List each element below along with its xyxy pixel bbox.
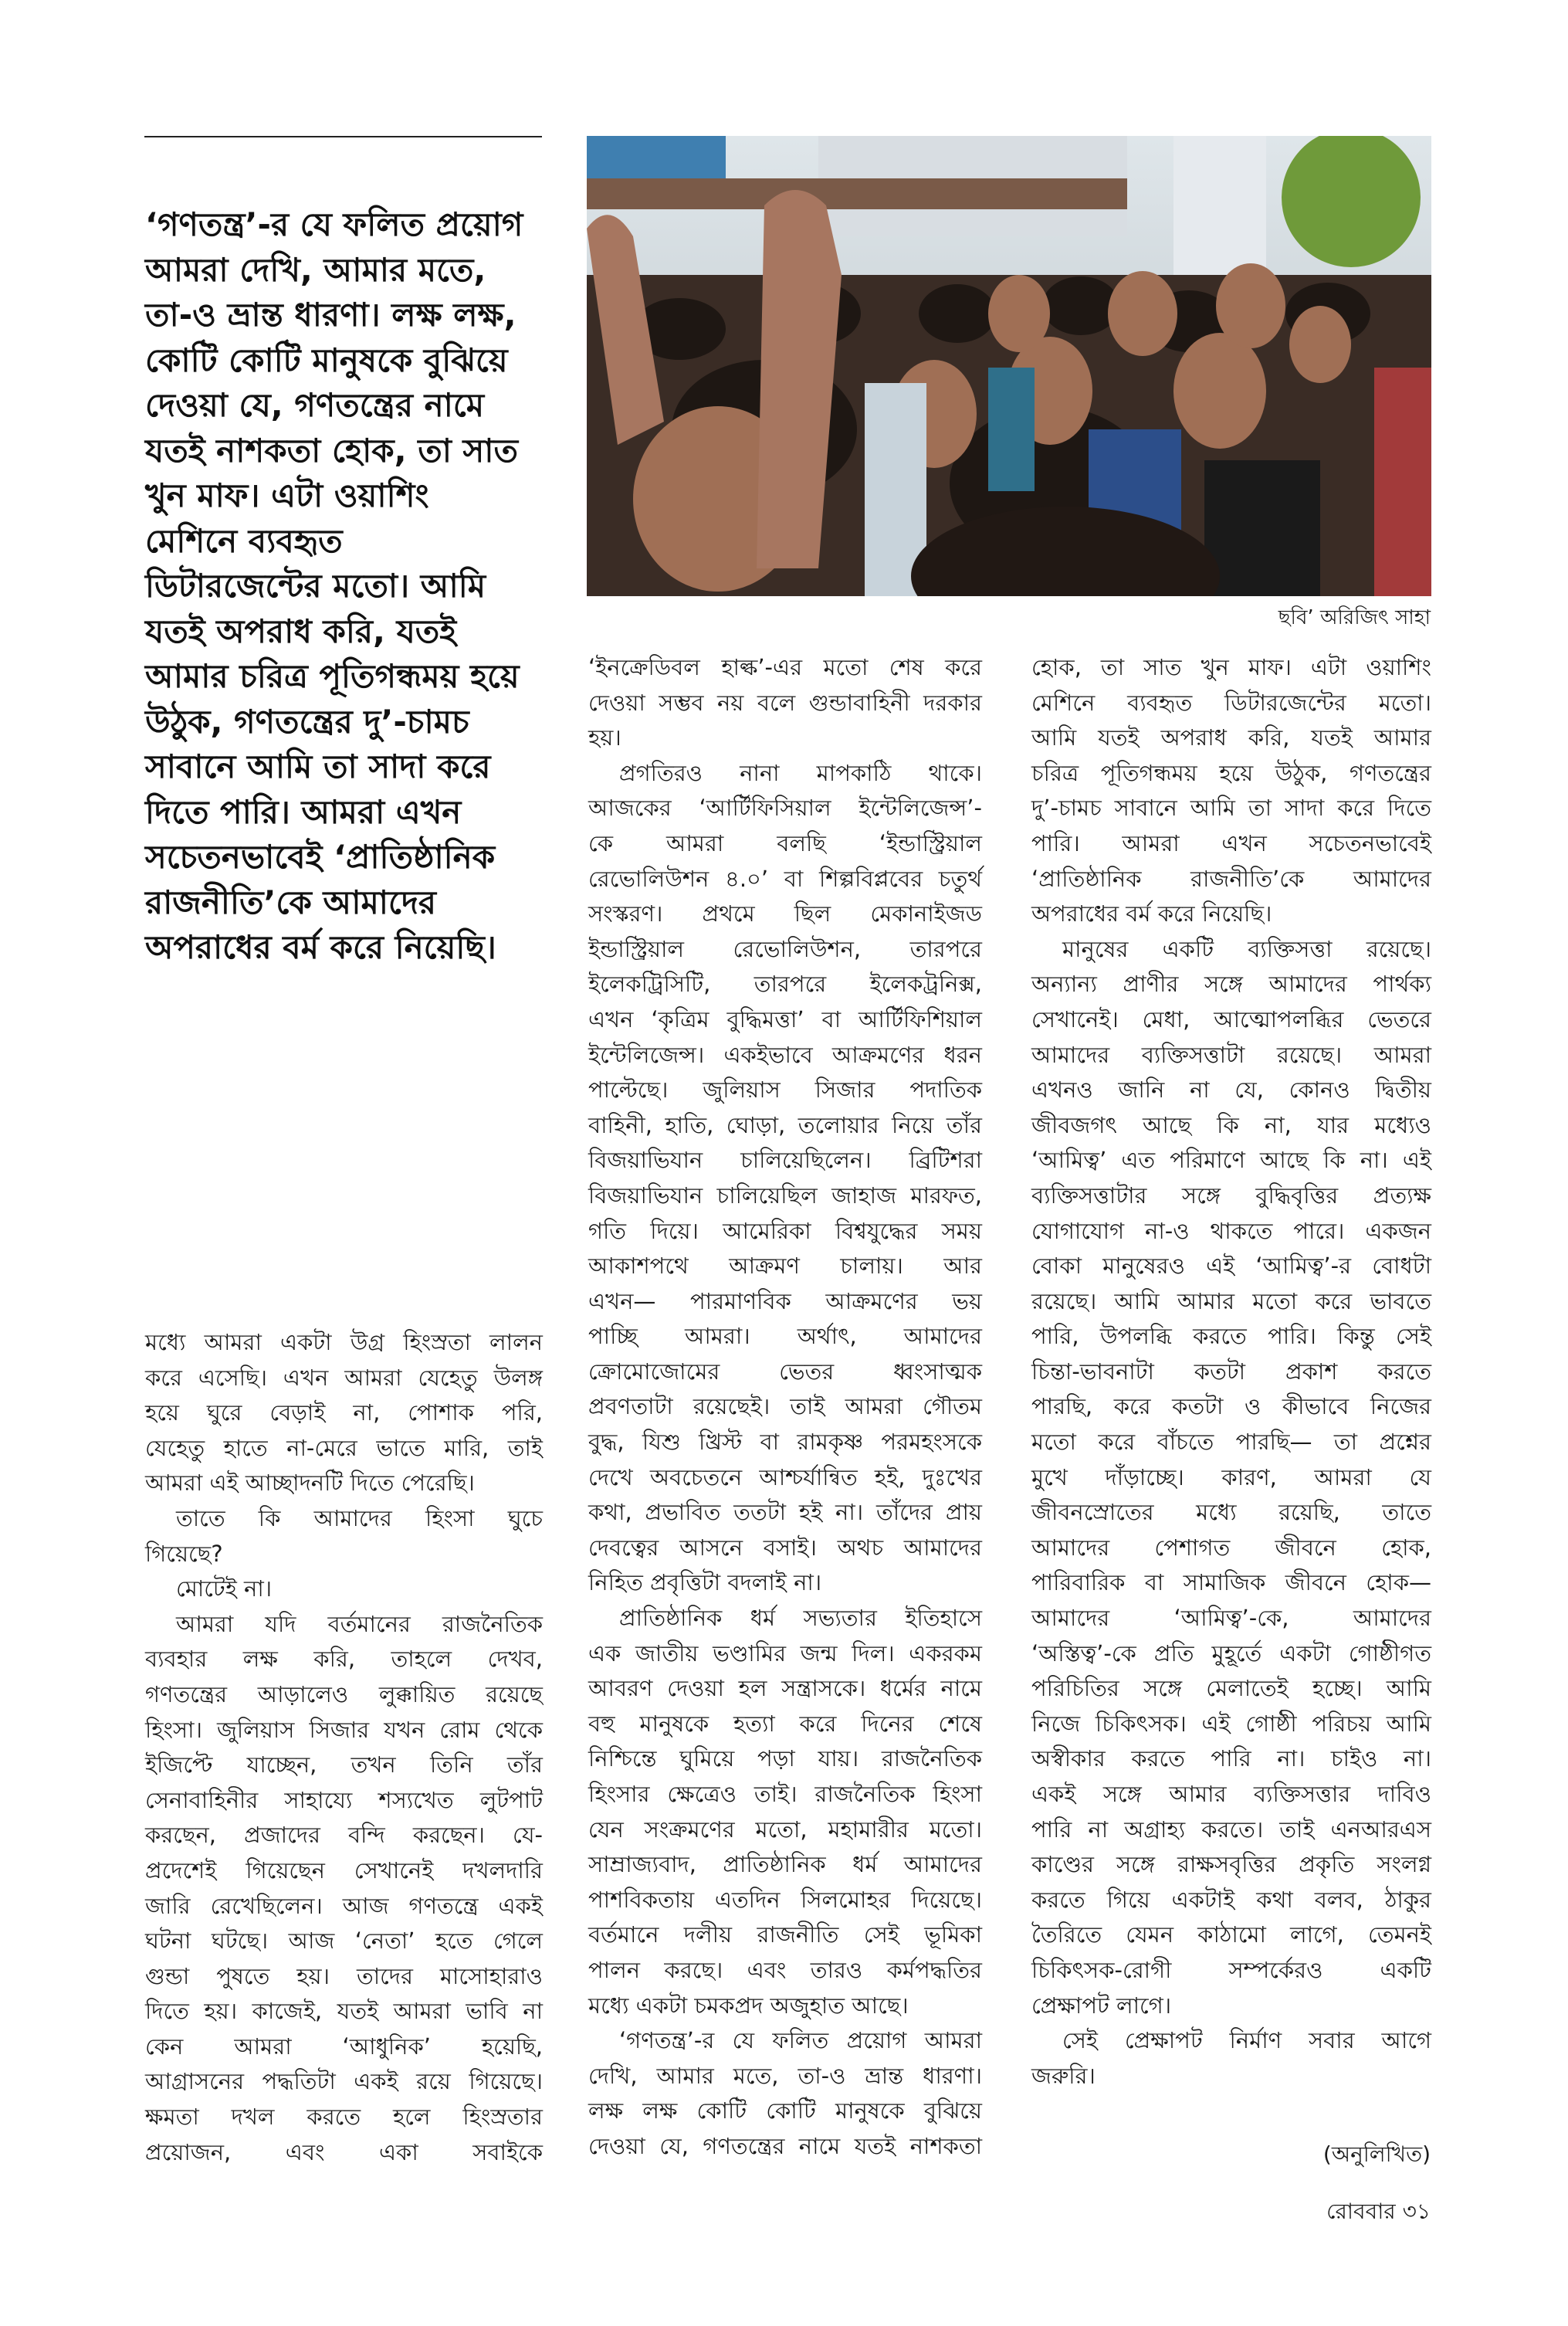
text-line: যেন সংক্রমণের মতো, মহামারীর মতো। — [588, 1816, 982, 1843]
text-line: হোক, তা সাত খুন মাফ। এটা ওয়াশিং — [1031, 654, 1431, 680]
text-line: হয়ে ঘুরে বেড়াই না, পোশাক পরি, — [145, 1399, 543, 1426]
text-line: ব্যবহার লক্ষ করি, তাহলে দেখব, — [145, 1646, 543, 1673]
text-line: ইলেকট্রিসিটি, তারপরে ইলেকট্রনিক্স, — [588, 971, 982, 998]
text-line: তাতে কি আমাদের হিংসা ঘুচে — [176, 1504, 543, 1531]
text-line: ‘ইনক্রেডিবল হাল্ক’-এর মতো শেষ করে — [588, 654, 982, 680]
paragraph — [588, 2023, 982, 2164]
text-line: লক্ষ লক্ষ কোটি কোটি মানুষকে বুঝিয়ে — [588, 2097, 982, 2124]
text-line: ইজিপ্টে যাচ্ছেন, তখন তিনি তাঁর — [145, 1751, 543, 1778]
text-line: চিকিৎসক-রোগী সম্পর্কেরও একটি — [1031, 1956, 1431, 1983]
text-line: বাহিনী, হাতি, ঘোড়া, তলোয়ার নিয়ে তাঁর — [588, 1111, 982, 1138]
paragraph — [145, 1501, 543, 1572]
text-line: মধ্যে একটা চমকপ্রদ অজুহাত আছে। — [588, 1992, 909, 2019]
pull-quote-line: যতই নাশকতা হোক, তা সাত — [145, 431, 518, 470]
text-line: ক্ষমতা দখল করতে হলে হিংস্রতার — [145, 2104, 543, 2131]
article-column-1 — [145, 1325, 543, 2170]
pull-quote-line: ডিটারজেন্টের মতো। আমি — [145, 567, 486, 605]
text-line: দেওয়া সম্ভব নয় বলে গুন্ডাবাহিনী দরকার — [588, 689, 982, 716]
text-line: আগ্রাসনের পদ্ধতিটা একই রয়ে গিয়েছে। — [145, 2068, 543, 2095]
text-line: নিজে চিকিৎসক। এই গোষ্ঠী পরিচয় আমি — [1031, 1710, 1431, 1737]
text-line: ‘গণতন্ত্র’-র যে ফলিত প্রয়োগ আমরা — [619, 2027, 982, 2054]
text-line: আমাদের পেশাগত জীবনে হোক, — [1031, 1534, 1431, 1561]
text-line: যোগাযোগ না-ও থাকতে পারে। একজন — [1031, 1217, 1431, 1244]
text-line: প্রয়োজন, এবং একা সবাইকে — [145, 2138, 543, 2165]
text-line: কাণ্ডের সঙ্গে রাক্ষসবৃত্তির প্রকৃতি সংলগ্ন — [1031, 1851, 1431, 1878]
text-line: প্রদেশেই গিয়েছেন সেখানেই দখলদারি — [145, 1856, 543, 1884]
paragraph — [145, 1607, 543, 2171]
text-line: প্রাতিষ্ঠানিক ধর্ম সভ্যতার ইতিহাসে — [619, 1605, 982, 1632]
text-line: প্রবণতাটা রয়েছেই। তাই আমরা গৌতম — [588, 1393, 982, 1420]
pull-quote-line: আমরা দেখি, আমার মতে, — [145, 250, 486, 289]
text-line: বর্তমানে দলীয় রাজনীতি সেই ভূমিকা — [588, 1921, 982, 1948]
text-line: পারি, উপলব্ধি করতে পারি। কিন্তু সেই — [1031, 1323, 1431, 1350]
text-line: জীবনস্রোতের মধ্যে রয়েছি, তাতে — [1031, 1499, 1431, 1526]
text-line: বুদ্ধ, যিশু খ্রিস্ট বা রামকৃষ্ণ পরমহংসকে — [588, 1429, 982, 1456]
article-column-3 — [1031, 650, 1431, 2094]
text-line: চরিত্র পূতিগন্ধময় হয়ে উঠুক, গণতন্ত্রের — [1031, 759, 1431, 786]
article-column-2 — [588, 650, 982, 2165]
text-line: মানুষের একটি ব্যক্তিসত্তা রয়েছে। — [1062, 935, 1431, 962]
text-line: ক্রোমোজোমের ভেতর ধ্বংসাত্মক — [588, 1358, 982, 1385]
text-line: বিজয়াভিযান চালিয়েছিল জাহাজ মারফত, — [588, 1182, 982, 1209]
text-line: দেখি, আমার মতে, তা-ও ভ্রান্ত ধারণা। — [588, 2062, 982, 2089]
top-rule — [144, 136, 542, 137]
text-line: দেবত্বের আসনে বসাই। অথচ আমাদের — [588, 1534, 982, 1561]
text-line: পাশবিকতায় এতদিন সিলমোহর দিয়েছে। — [588, 1886, 982, 1913]
text-line: নিহিত প্রবৃত্তিটা বদলাই না। — [588, 1569, 822, 1596]
text-line: আজকের ‘আর্টিফিসিয়াল ইন্টেলিজেন্স’- — [588, 795, 982, 822]
text-line: গতি দিয়ে। আমেরিকা বিশ্বযুদ্ধের সময় — [588, 1217, 982, 1244]
text-line: হিংসা। জুলিয়াস সিজার যখন রোম থেকে — [145, 1716, 543, 1743]
text-line: মধ্যে আমরা একটা উগ্র হিংস্রতা লালন — [145, 1329, 543, 1355]
text-line: গুন্ডা পুষতে হয়। তাদের মাসোহারাও — [145, 1962, 543, 1989]
pull-quote-line: ‘গণতন্ত্র’-র যে ফলিত প্রয়োগ — [145, 205, 523, 243]
photo-caption: ছবি’ অরিজিৎ সাহা — [1278, 606, 1431, 629]
paragraph — [1031, 932, 1431, 2023]
text-line: পালন করছে। এবং তারও কর্মপদ্ধতির — [588, 1956, 982, 1983]
text-line: এখন— পারমাণবিক আক্রমণের ভয় — [588, 1287, 982, 1314]
text-line: জারি রেখেছিলেন। আজ গণতন্ত্রে একই — [145, 1892, 543, 1919]
text-line: বহু মানুষকে হত্যা করে দিনের শেষে — [588, 1710, 982, 1737]
page-folio: রোববার ৩১ — [1326, 2199, 1431, 2224]
text-line: পরিচিতির সঙ্গে মেলাতেই হচ্ছে। আমি — [1031, 1675, 1431, 1702]
text-line: প্রেক্ষাপট লাগে। — [1031, 1992, 1172, 2019]
pull-quote-line: মেশিনে ব্যবহৃত — [145, 521, 343, 560]
text-line: আমাদের ‘আমিত্ব’-কে, আমাদের — [1031, 1605, 1431, 1632]
text-line: জীবজগৎ আছে কি না, যার মধ্যেও — [1031, 1111, 1431, 1138]
text-line: এখন ‘কৃত্রিম বুদ্ধিমত্তা’ বা আর্টিফিশিয়াল — [588, 1005, 982, 1032]
text-line: পারিবারিক বা সামাজিক জীবনে হোক— — [1031, 1569, 1431, 1596]
pull-quote-line: উঠুক, গণতন্ত্রের দু’-চামচ — [145, 702, 469, 741]
text-line: করতে গিয়ে একটাই কথা বলব, ঠাকুর — [1031, 1886, 1431, 1913]
pull-quote-line: সচেতনভাবেই ‘প্রাতিষ্ঠানিক — [145, 838, 496, 876]
text-line: ‘আমিত্ব’ এত পরিমাণে আছে কি না। এই — [1031, 1147, 1431, 1174]
text-line: বোকা মানুষেরও এই ‘আমিত্ব’-র বোধটা — [1031, 1253, 1431, 1280]
photo-image — [587, 136, 1431, 596]
text-line: চিন্তা-ভাবনাটা কতটা প্রকাশ করতে — [1031, 1358, 1431, 1385]
text-line: সংস্করণ। প্রথমে ছিল মেকানাইজড — [588, 900, 982, 927]
text-line: কেন আমরা ‘আধুনিক’ হয়েছি, — [145, 2033, 543, 2060]
transcription-credit: (অনুলিখিত) — [1322, 2141, 1431, 2167]
text-line: পাল্টেছে। জুলিয়াস সিজার পদাতিক — [588, 1077, 982, 1104]
text-line: অপরাধের বর্ম করে নিয়েছি। — [1031, 900, 1272, 927]
text-line: নিশ্চিন্তে ঘুমিয়ে পড়া যায়। রাজনৈতিক — [588, 1745, 982, 1772]
text-line: দেওয়া যে, গণতন্ত্রের নামে যতই নাশকতা — [588, 2132, 982, 2159]
text-line: অস্বীকার করতে পারি না। চাইও না। — [1031, 1745, 1431, 1772]
pull-quote-line: সাবানে আমি তা সাদা করে — [145, 748, 491, 785]
text-line: এখনও জানি না যে, কোনও দ্বিতীয় — [1031, 1077, 1431, 1104]
pull-quote-line: খুন মাফ। এটা ওয়াশিং — [145, 476, 429, 514]
pull-quote-line: দিতে পারি। আমরা এখন — [145, 792, 462, 831]
text-line: ইন্ডাস্ট্রিয়াল রেভোলিউশন, তারপরে — [588, 935, 982, 962]
text-line: অন্যান্য প্রাণীর সঙ্গে আমাদের পার্থক্য — [1031, 971, 1431, 998]
text-line: করে এসেছি। এখন আমরা যেহেতু উলঙ্গ — [145, 1364, 543, 1391]
text-line: ব্যক্তিসত্তাটার সঙ্গে বুদ্ধিবৃত্তির প্রত্যক্ষ — [1031, 1182, 1431, 1209]
pull-quote-line: কোটি কোটি মানুষকে বুঝিয়ে — [145, 341, 508, 379]
text-line: আকাশপথে আক্রমণ চালায়। আর — [588, 1253, 982, 1280]
text-line: আমরা যদি বর্তমানের রাজনৈতিক — [176, 1610, 543, 1637]
text-line: এক জাতীয় ভণ্ডামির জন্ম দিল। একরকম — [588, 1639, 982, 1667]
text-line: রয়েছে। আমি আমার মতো করে ভাবতে — [1031, 1287, 1431, 1314]
text-line: সেখানেই। মেধা, আত্মোপলব্ধির ভেতরে — [1031, 1005, 1431, 1032]
text-line: দিতে হয়। কাজেই, যতই আমরা ভাবি না — [145, 1998, 543, 2025]
paragraph — [588, 650, 982, 756]
text-line: রেভোলিউশন ৪.০’ বা শিল্পবিপ্লবের চতুর্থ — [588, 865, 982, 892]
text-line: হয়। — [588, 724, 621, 751]
text-line: মতো করে বাঁচতে পারছি— তা প্রশ্নের — [1031, 1429, 1431, 1456]
text-line: কে আমরা বলছি ‘ইন্ডাস্ট্রিয়াল — [588, 829, 982, 856]
text-line: পারছি, করে কতটা ও কীভাবে নিজের — [1031, 1393, 1431, 1420]
pull-quote-line: দেওয়া যে, গণতন্ত্রের নামে — [145, 386, 485, 424]
text-line: পারি না অগ্রাহ্য করতে। তাই এনআরএস — [1031, 1816, 1431, 1843]
text-line: সেই প্রেক্ষাপট নির্মাণ সবার আগে — [1062, 2027, 1431, 2054]
text-line: ইন্টেলিজেন্স। একইভাবে আক্রমণের ধরন — [588, 1041, 982, 1068]
text-line: ঘটনা ঘটছে। আজ ‘নেতা’ হতে গেলে — [145, 1928, 543, 1955]
pull-quote-line: তা-ও ভ্রান্ত ধারণা। লক্ষ লক্ষ, — [145, 296, 516, 334]
text-line: দু’-চামচ সাবানে আমি তা সাদা করে দিতে — [1031, 795, 1431, 822]
text-line: জরুরি। — [1031, 2062, 1096, 2089]
pull-quote-line: যতই অপরাধ করি, যতই — [145, 612, 457, 650]
text-line: দেখে অবচেতনে আশ্চর্যান্বিত হই, দুঃখের — [588, 1463, 982, 1490]
paragraph — [588, 1601, 982, 2023]
paragraph — [1031, 2023, 1431, 2094]
pull-quote — [145, 202, 547, 971]
text-line: পাচ্ছি আমরা। অর্থাৎ, আমাদের — [588, 1323, 982, 1350]
text-line: কথা, প্রভাবিত ততটা হই না। তাঁদের প্রায় — [588, 1499, 982, 1526]
text-line: যেহেতু হাতে না-মেরে ভাতে মারি, তাই — [145, 1434, 543, 1461]
text-line: করছেন, প্রজাদের বন্দি করছেন। যে- — [145, 1822, 543, 1849]
text-line: সাম্রাজ্যবাদ, প্রাতিষ্ঠানিক ধর্ম আমাদের — [588, 1851, 982, 1878]
pull-quote-line: আমার চরিত্র পূতিগন্ধময় হয়ে — [145, 657, 520, 695]
text-line: গণতন্ত্রের আড়ালেও লুক্কায়িত রয়েছে — [145, 1680, 543, 1707]
text-line: গিয়েছে? — [145, 1540, 223, 1567]
pull-quote-line: রাজনীতি’কে আমাদের — [145, 883, 437, 921]
text-line: একই সঙ্গে আমার ব্যক্তিসত্তার দাবিও — [1031, 1781, 1431, 1807]
text-line: তৈরিতে যেমন কাঠামো লাগে, তেমনই — [1031, 1921, 1431, 1948]
text-line: ‘প্রাতিষ্ঠানিক রাজনীতি’কে আমাদের — [1031, 865, 1431, 892]
text-line: আবরণ দেওয়া হল সন্ত্রাসকে। ধর্মের নামে — [588, 1675, 982, 1702]
text-line: ‘অস্তিত্ব’-কে প্রতি মুহূর্তে একটা গোষ্ঠীগত — [1031, 1639, 1431, 1667]
crowd-protest-photo — [587, 136, 1431, 596]
text-line: পারি। আমরা এখন সচেতনভাবেই — [1031, 829, 1431, 856]
text-line: সেনাবাহিনীর সাহায্যে শস্যখেত লুটপাট — [145, 1786, 543, 1813]
text-line: মুখে দাঁড়াচ্ছে। কারণ, আমরা যে — [1031, 1463, 1431, 1490]
text-line: মেশিনে ব্যবহৃত ডিটারজেন্টের মতো। — [1031, 689, 1431, 716]
paragraph — [588, 756, 982, 1601]
paragraph — [145, 1572, 543, 1607]
text-line: আমি যতই অপরাধ করি, যতই আমার — [1031, 724, 1431, 751]
paragraph — [145, 1325, 543, 1501]
text-line: আমাদের ব্যক্তিসত্তাটা রয়েছে। আমরা — [1031, 1041, 1431, 1068]
text-line: মোটেই না। — [176, 1575, 273, 1602]
paragraph — [1031, 650, 1431, 932]
text-line: হিংসার ক্ষেত্রেও তাই। রাজনৈতিক হিংসা — [588, 1781, 982, 1807]
text-line: বিজয়াভিযান চালিয়েছিলেন। ব্রিটিশরা — [588, 1147, 982, 1174]
text-line: আমরা এই আচ্ছাদনটি দিতে পেরেছি। — [145, 1470, 475, 1497]
text-line: প্রগতিরও নানা মাপকাঠি থাকে। — [619, 759, 982, 786]
pull-quote-line: অপরাধের বর্ম করে নিয়েছি। — [145, 928, 496, 966]
